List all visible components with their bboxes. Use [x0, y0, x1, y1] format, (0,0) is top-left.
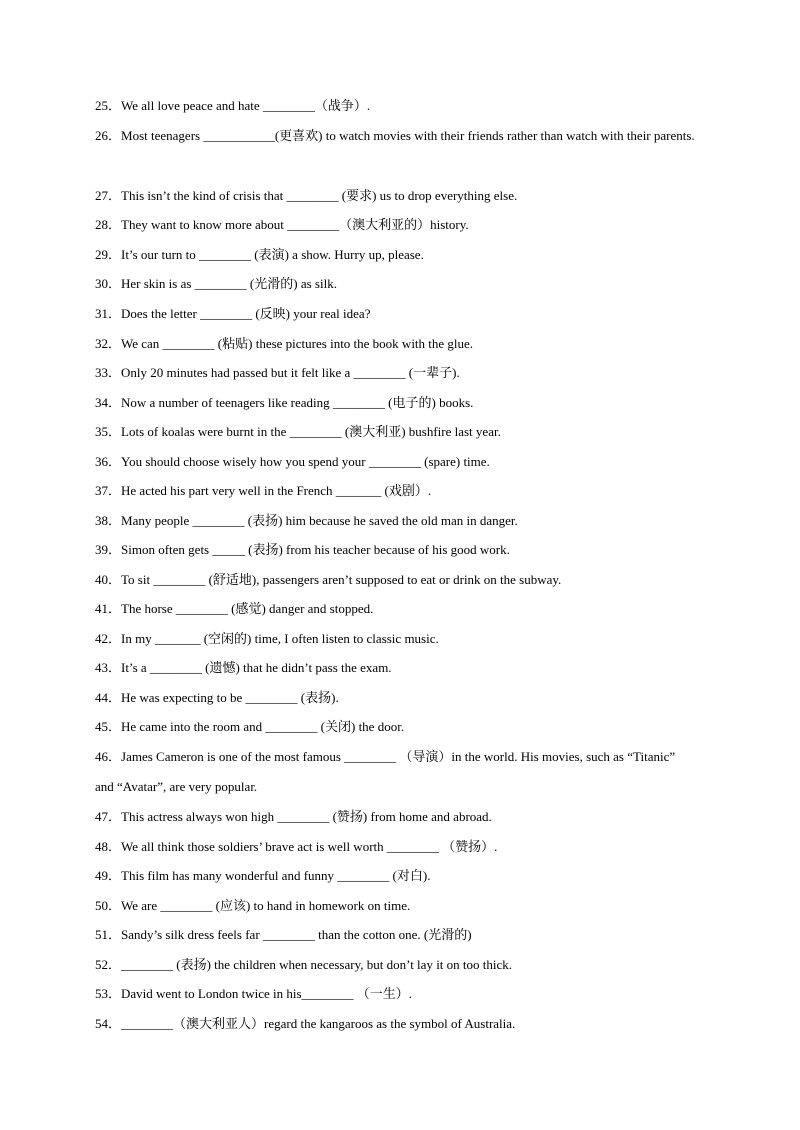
question-text: This actress always won high ________ (赞扬) from home and abroad.	[121, 809, 492, 824]
question-number: 33．	[95, 365, 122, 380]
question-50	[95, 897, 715, 915]
question-text: Most teenagers ___________(更喜欢) to watch movies with their friends rather than watch with their parents.	[121, 128, 695, 143]
question-text: He was expecting to be ________ (表扬).	[121, 690, 339, 705]
question-29	[95, 246, 715, 264]
question-text: James Cameron is one of the most famous ________ （导演）in the world. His movies, such as “Titanic” and “Avatar”, are very popular.	[95, 749, 676, 794]
question-28	[95, 216, 715, 234]
question-33	[95, 364, 715, 382]
question-text: Sandy’s silk dress feels far ________ than the cotton one. (光滑的)	[121, 927, 472, 942]
question-32	[95, 335, 715, 353]
question-number: 25．	[95, 98, 122, 113]
question-text: We all love peace and hate ________（战争）.	[121, 98, 371, 113]
question-text: ________ (表扬) the children when necessary, but don’t lay it on too thick.	[121, 957, 513, 972]
question-31	[95, 305, 715, 323]
question-number: 52．	[95, 957, 122, 972]
question-number: 49．	[95, 868, 122, 883]
question-number: 28．	[95, 217, 122, 232]
question-35	[95, 423, 715, 441]
question-text: In my _______ (空闲的) time, I often listen to classic music.	[121, 631, 439, 646]
question-text: They want to know more about ________（澳大利亚的）history.	[121, 217, 469, 232]
question-number: 47．	[95, 809, 122, 824]
question-37	[95, 482, 715, 500]
question-text: We are ________ (应该) to hand in homework on time.	[121, 898, 411, 913]
question-text: Now a number of teenagers like reading ________ (电子的) books.	[121, 395, 474, 410]
question-number: 50．	[95, 898, 122, 913]
question-27	[95, 187, 715, 205]
question-text: David went to London twice in his________ （一生）.	[121, 986, 413, 1001]
question-text: Only 20 minutes had passed but it felt like a ________ (一辈子).	[121, 365, 460, 380]
question-text: We all think those soldiers’ brave act is well worth ________ （赞扬）.	[121, 839, 498, 854]
question-text: He came into the room and ________ (关闭) the door.	[121, 719, 405, 734]
question-text: We can ________ (粘贴) these pictures into the book with the glue.	[121, 336, 474, 351]
question-text: Lots of koalas were burnt in the ________ (澳大利亚) bushfire last year.	[121, 424, 501, 439]
question-40	[95, 571, 715, 589]
question-number: 26．	[95, 128, 122, 143]
question-45	[95, 718, 715, 736]
question-number: 27．	[95, 188, 122, 203]
question-41	[95, 600, 715, 618]
question-47	[95, 808, 715, 826]
question-text: This isn’t the kind of crisis that ________ (要求) us to drop everything else.	[121, 188, 518, 203]
question-number: 29．	[95, 247, 122, 262]
question-text: Many people ________ (表扬) him because he saved the old man in danger.	[121, 513, 518, 528]
question-number: 30．	[95, 276, 122, 291]
question-51	[95, 926, 715, 944]
question-48	[95, 838, 715, 856]
question-53	[95, 985, 715, 1003]
question-text: It’s our turn to ________ (表演) a show. Hurry up, please.	[121, 247, 424, 262]
question-49	[95, 867, 715, 885]
question-number: 41．	[95, 601, 122, 616]
question-number: 51．	[95, 927, 122, 942]
question-number: 42．	[95, 631, 122, 646]
question-46	[95, 742, 680, 802]
question-38	[95, 512, 715, 530]
question-number: 40．	[95, 572, 122, 587]
question-36	[95, 453, 715, 471]
question-text: It’s a ________ (遗憾) that he didn’t pass the exam.	[121, 660, 392, 675]
question-text: You should choose wisely how you spend your ________ (spare) time.	[121, 454, 490, 469]
question-number: 54．	[95, 1016, 122, 1031]
question-number: 43．	[95, 660, 122, 675]
question-54	[95, 1015, 715, 1033]
question-25	[95, 97, 715, 115]
question-text: Her skin is as ________ (光滑的) as silk.	[121, 276, 337, 291]
question-43	[95, 659, 715, 677]
question-26	[95, 121, 707, 151]
question-number: 37．	[95, 483, 122, 498]
question-39	[95, 541, 715, 559]
question-number: 34．	[95, 395, 122, 410]
question-text: Does the letter ________ (反映) your real idea?	[121, 306, 371, 321]
question-number: 39．	[95, 542, 122, 557]
question-44	[95, 689, 715, 707]
question-42	[95, 630, 715, 648]
question-number: 31．	[95, 306, 122, 321]
question-text: He acted his part very well in the French _______ (戏剧）.	[121, 483, 432, 498]
question-number: 36．	[95, 454, 122, 469]
question-52	[95, 956, 715, 974]
question-number: 46．	[95, 749, 122, 764]
question-text: The horse ________ (感觉) danger and stopped.	[121, 601, 374, 616]
question-text: This film has many wonderful and funny ________ (对白).	[121, 868, 431, 883]
question-number: 35．	[95, 424, 122, 439]
question-text: Simon often gets _____ (表扬) from his teacher because of his good work.	[121, 542, 510, 557]
question-text: ________（澳大利亚人）regard the kangaroos as the symbol of Australia.	[121, 1016, 516, 1031]
question-number: 32．	[95, 336, 122, 351]
question-34	[95, 394, 715, 412]
question-number: 38．	[95, 513, 122, 528]
question-number: 53．	[95, 986, 122, 1001]
question-text: To sit ________ (舒适地), passengers aren’t supposed to eat or drink on the subway.	[121, 572, 562, 587]
question-30	[95, 275, 715, 293]
question-number: 44．	[95, 690, 122, 705]
question-number: 45．	[95, 719, 122, 734]
question-number: 48．	[95, 839, 122, 854]
